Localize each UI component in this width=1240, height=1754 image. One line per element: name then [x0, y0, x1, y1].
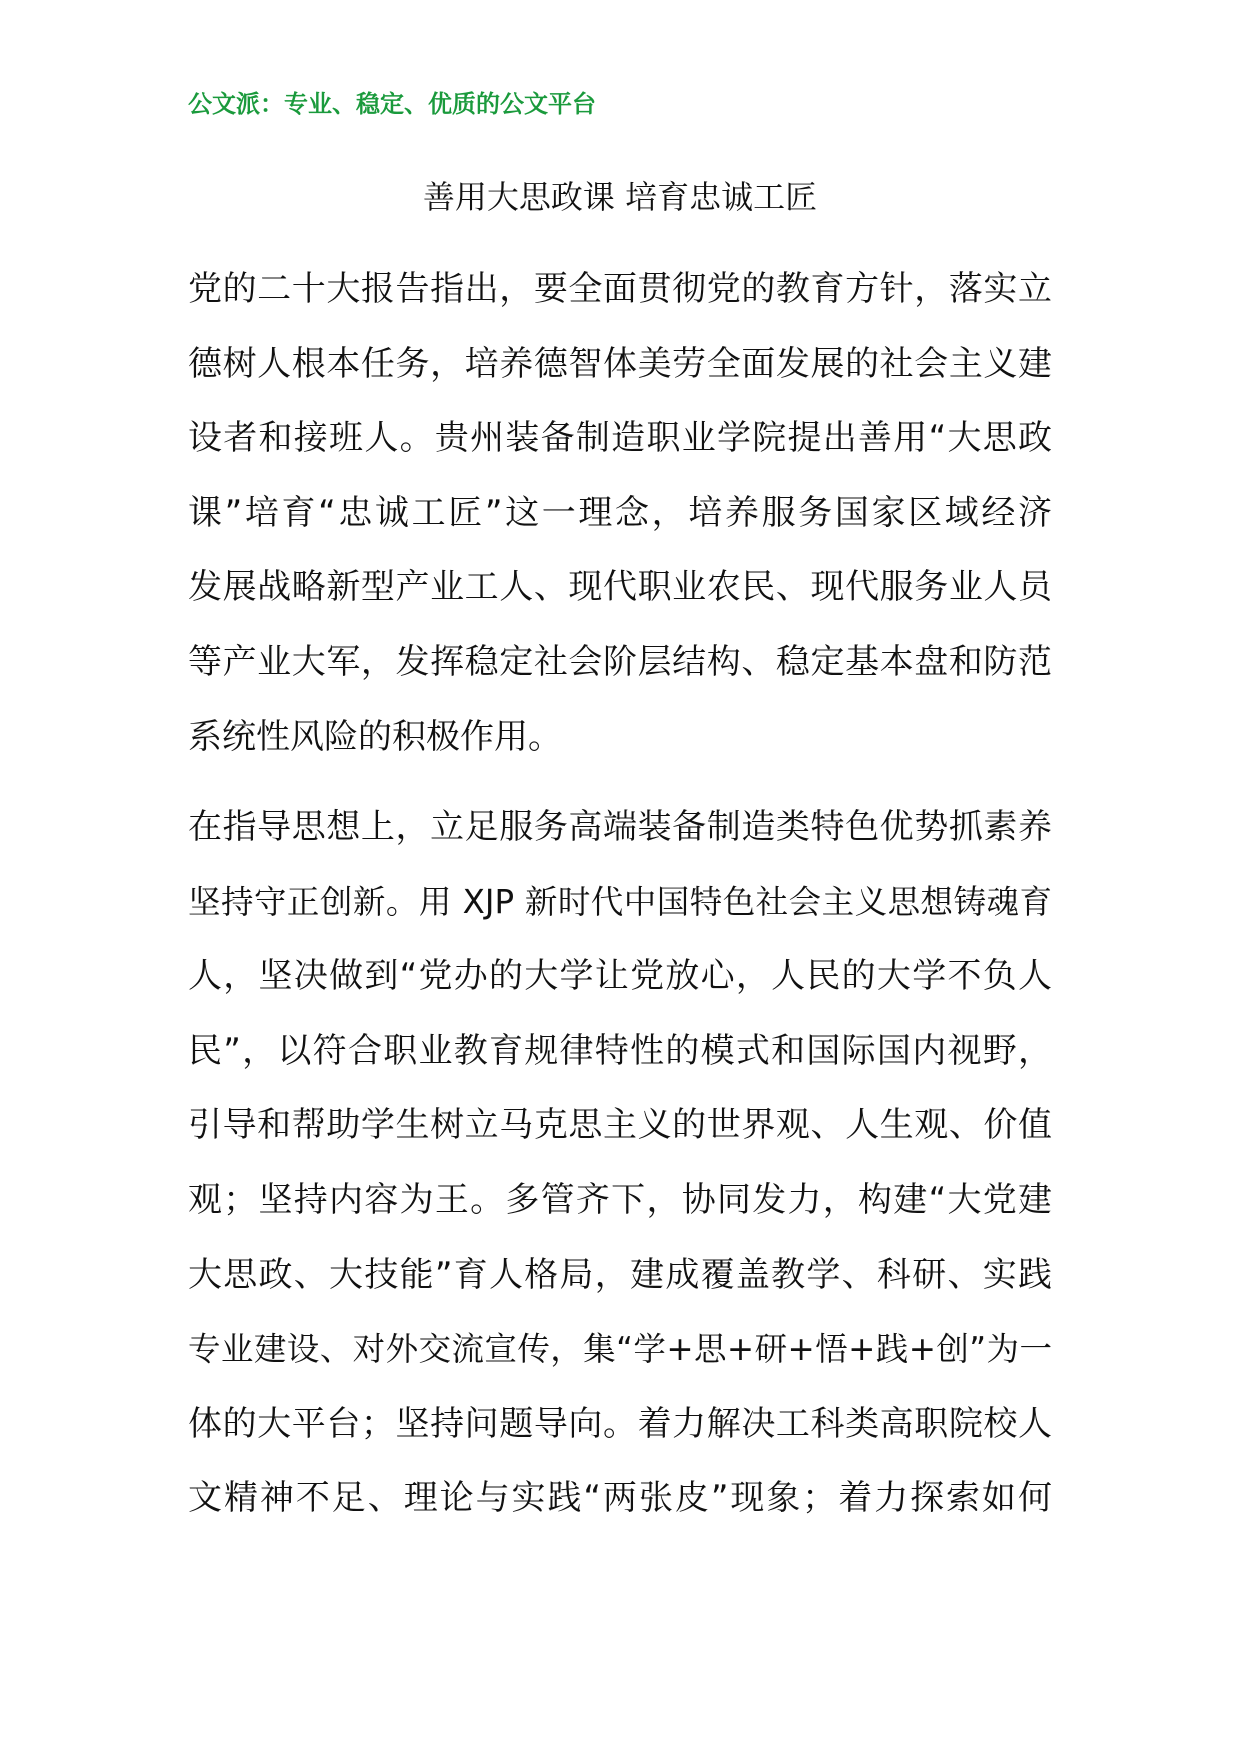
paragraph-line: 引导和帮助学生树立马克思主义的世界观、人生观、价值: [188, 1105, 1052, 1146]
paragraph-line: 体的大平台；坚持问题导向。着力解决工科类高职院校人: [188, 1403, 1052, 1444]
paragraph-line: 课”培育“忠诚工匠”这一理念，培养服务国家区域经济: [188, 492, 1052, 533]
paragraph-line: 等产业大军，发挥稳定社会阶层结构、稳定基本盘和防范: [188, 641, 1052, 682]
document-title: 善用大思政课 培育忠诚工匠: [422, 178, 818, 216]
paragraph-line: 专业建设、对外交流宣传，集“学+思+研+悟+践+创”为一: [188, 1330, 1052, 1369]
paragraph-1: [188, 252, 1052, 774]
paragraph-line: 系统性风险的积极作用。: [188, 716, 562, 757]
paragraph-line: 党的二十大报告指出，要全面贯彻党的教育方针，落实立: [188, 269, 1052, 309]
header-tagline: 公文派：专业、稳定、优质的公文平台: [188, 90, 596, 118]
paragraph-line: 民”，以符合职业教育规律特性的模式和国际国内视野，: [188, 1030, 1052, 1071]
paragraph-line: 在指导思想上，立足服务高端装备制造类特色优势抓素养: [188, 807, 1052, 847]
paragraph-line: 人，坚决做到“党办的大学让党放心，人民的大学不负人: [188, 956, 1052, 997]
paragraph-line: 设者和接班人。贵州装备制造职业学院提出善用“大思政: [188, 418, 1052, 459]
paragraph-line: 坚持守正创新。用 XJP 新时代中国特色社会主义思想铸魂育: [188, 882, 1052, 921]
paragraph-line: 大思政、大技能”育人格局，建成覆盖教学、科研、实践: [188, 1254, 1052, 1295]
paragraph-line: 德树人根本任务，培养德智体美劳全面发展的社会主义建: [188, 343, 1052, 384]
paragraph-line: 文精神不足、理论与实践“两张皮”现象；着力探索如何: [188, 1478, 1052, 1519]
paragraph-2: [188, 790, 1052, 1536]
paragraph-line: 观；坚持内容为王。多管齐下，协同发力，构建“大党建: [188, 1179, 1052, 1220]
paragraph-line: 发展战略新型产业工人、现代职业农民、现代服务业人员: [188, 567, 1052, 608]
